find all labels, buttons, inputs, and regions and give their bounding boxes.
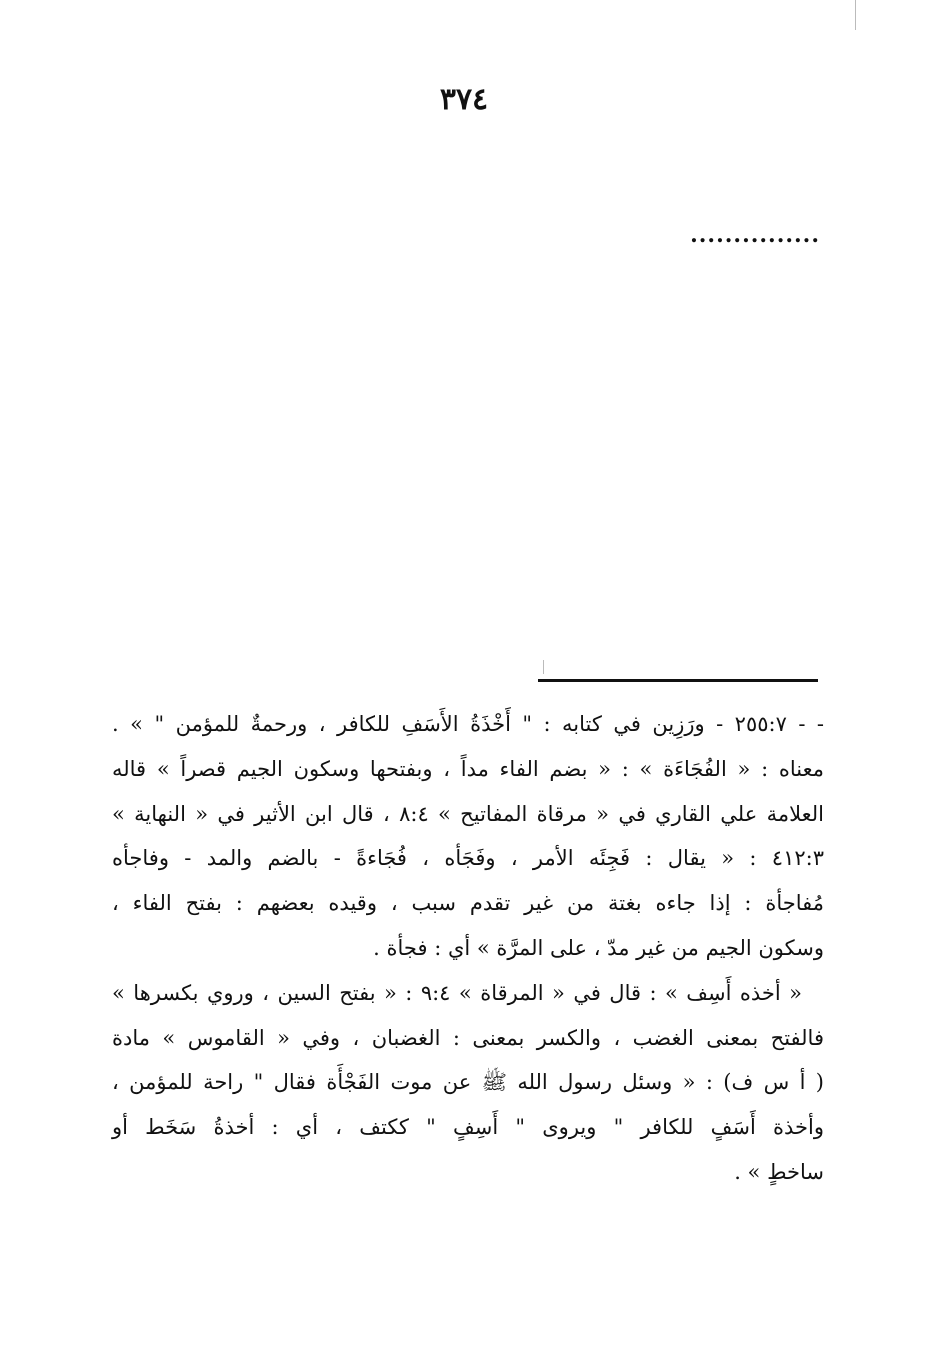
footnote-line: - - ٢٥٥:٧ - ورَزِين في كتابه : " أَخْذَةُ الأَسَفِ للكافر ، ورحمةٌ للمؤمن " » . (112, 712, 825, 736)
footnote-line: فالفتح بمعنى الغضب ، والكسر بمعنى : الغضبان ، وفي « القاموس » مادة (112, 1025, 824, 1050)
scan-mark (855, 0, 856, 30)
footnote-line: ساخطٍ » . (734, 1159, 824, 1184)
footnote-line: مُفاجأة : إذا جاءه بغتة من غير تقدم سبب ، وقيده بعضهم : بفتح الفاء ، (112, 891, 824, 916)
footnote-separator-rule (538, 679, 818, 682)
footnote-line: العلامة علي القاري في « مرقاة المفاتيح » ٨:٤ ، قال ابن الأثير في « النهاية » (112, 801, 824, 826)
page-number: ٣٧٤ (439, 82, 489, 117)
scan-mark (543, 660, 544, 674)
footnotes-block (112, 702, 824, 1195)
footnote-line: وأخذة أَسَفٍ للكافر " ويروى " أَسِفٍ " ككتف ، أي : أخذةُ سَخَط أو (112, 1115, 824, 1140)
footnote-line: ( أ س ف) : « وسئل رسول الله ﷺ عن موت الفَجْأَة فقال " راحة للمؤمن ، (112, 1070, 824, 1095)
footnote-line: معناه : « الفُجَاءَة » : « بضم الفاء مداً ، وبفتحها وسكون الجيم قصراً » قاله (112, 756, 824, 781)
footnote-line: « أخذه أَسِف » : قال في « المرقاة » ٩:٤ : « بفتح السين ، وروي بكسرها » (112, 980, 802, 1005)
footnote-paragraph (112, 702, 824, 971)
footnote-line: ٤١٢:٣ : « يقال : فَجِئَه الأمر ، وفَجَأه ، فُجَاءةً - بالضم والمد - وفاجأه (112, 846, 824, 871)
footnote-line: وسكون الجيم من غير مدّ ، على المرَّة » أي : فجأة . (373, 935, 824, 960)
ellipsis-separator: ............... (690, 222, 820, 248)
footnote-paragraph (112, 971, 824, 1195)
